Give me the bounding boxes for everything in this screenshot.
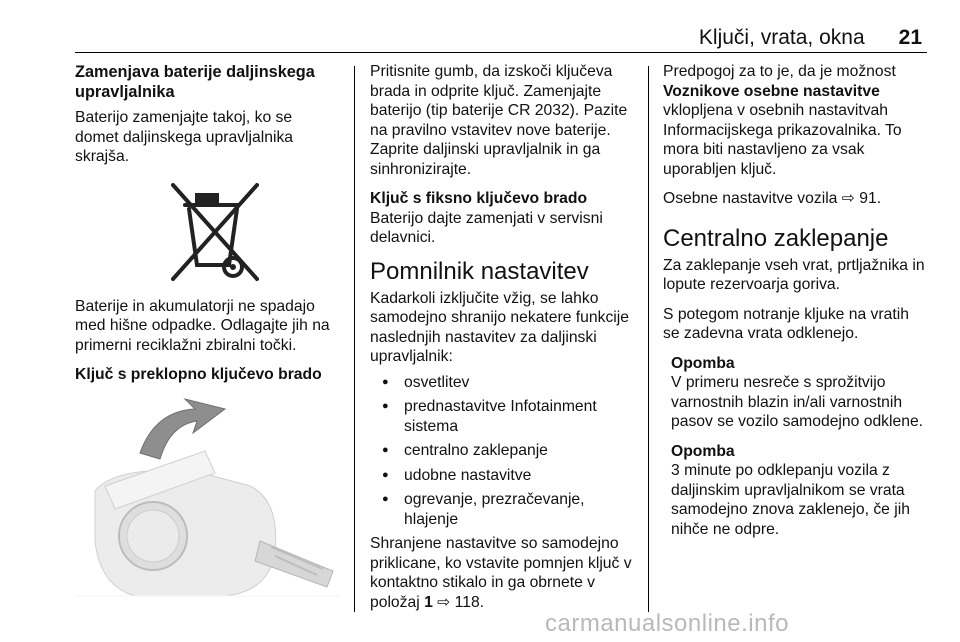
- header-title: Ključi, vrata, okna: [698, 26, 865, 49]
- page-header: [699, 26, 922, 50]
- precondition-text-rest: vklopljena v osebnih nastavitvah Informacijskega prikazovalnika. To mora biti nastavljeno za vsak uporabljen ključ.: [663, 102, 902, 178]
- paragraph-disposal: Baterije in akumulatorji ne spadajo med hišne odpadke. Odlagajte jih na primerni reciklažni zbiralni točki.: [75, 297, 330, 354]
- precondition-text: Predpogoj za to je, da je možnost: [663, 63, 896, 80]
- note-title: Opomba: [671, 442, 735, 460]
- list-item: ● prednastavitve Infotainment sistema: [370, 397, 640, 436]
- paragraph-service: Baterijo dajte zamenjati v servisni delavnici.: [370, 209, 603, 246]
- subheading-fixed-key: Ključ s fiksno ključevo brado: [370, 190, 588, 207]
- column-left: [75, 62, 340, 613]
- note-airbag: [671, 354, 928, 432]
- section-title-memory: Pomnilnik nastavitev: [370, 257, 589, 285]
- paragraph-door-handle: S potegom notranje kljuke na vratih se zadevna vrata odklenejo.: [663, 305, 909, 342]
- paragraph-recall: [370, 534, 640, 612]
- paragraph-precondition: [663, 62, 928, 179]
- note-title: Opomba: [671, 354, 735, 372]
- section-title-central-locking: Centralno zaklepanje: [663, 224, 889, 252]
- subheading-flip-key: Ključ s preklopno ključevo brado: [75, 366, 322, 383]
- page-reference[interactable]: ⇨ 118.: [432, 593, 485, 611]
- list-item: ● osvetlitev: [370, 373, 640, 393]
- crossed-out-wheelie-bin-icon: [167, 181, 265, 287]
- column-divider: [648, 66, 649, 612]
- column-middle: [370, 62, 640, 622]
- position-number: 1: [424, 593, 433, 611]
- note-text: V primeru nesreče s sprožitvijo varnostnih blazin in/ali varnostnih pasov se vozilo samodejno odklene.: [671, 374, 924, 430]
- page-number: 21: [898, 26, 922, 49]
- paragraph-intro: Baterijo zamenjajte takoj, ko se domet daljinskega upravljalnika skrajša.: [75, 109, 294, 165]
- section-heading-battery: Zamenjava baterije daljinskega upravljalnika: [75, 63, 315, 101]
- recall-text: Shranjene nastavitve so samodejno priklicane, ko vstavite pomnjen ključ v kontaktno stikalo in ga obrnete v položaj: [370, 535, 632, 611]
- note-relock: [671, 442, 928, 540]
- note-text: 3 minute po odklepanju vozila z daljinskim upravljalnikom se vrata samodejno znova zaklenejo, če jih nihče ne odpre.: [671, 462, 910, 538]
- column-right: [663, 62, 928, 549]
- list-item: ● udobne nastavitve: [370, 466, 640, 486]
- watermark: carmanualsonline.info: [545, 610, 789, 637]
- column-divider: [354, 66, 355, 612]
- paragraph-memory-intro: Kadarkoli izključite vžig, se lahko samodejno shranijo nekatere funkcije naslednjih nastavitev za daljinski upravljalnik:: [370, 289, 629, 365]
- list-item: ● ogrevanje, prezračevanje, hlajenje: [370, 490, 640, 529]
- paragraph-replace-battery: Pritisnite gumb, da izskoči ključeva brada in odprite ključ. Zamenjajte baterijo (tip baterije CR 2032). Pazite na pravilno vstavitev nove baterije. Zaprite daljinski upravljalnik in ga sinhronizirajte.: [370, 63, 628, 178]
- paragraph-locking: Za zaklepanje vseh vrat, prtljažnika in lopute rezervoarja goriva.: [663, 256, 925, 293]
- driver-settings-option: Voznikove osebne nastavitve: [663, 82, 880, 100]
- settings-list: [370, 373, 640, 530]
- list-item: ● centralno zaklepanje: [370, 441, 640, 461]
- header-rule: [75, 52, 927, 53]
- flip-key-battery-illustration: [75, 391, 340, 613]
- paragraph-personal-settings[interactable]: Osebne nastavitve vozila ⇨ 91.: [663, 190, 882, 207]
